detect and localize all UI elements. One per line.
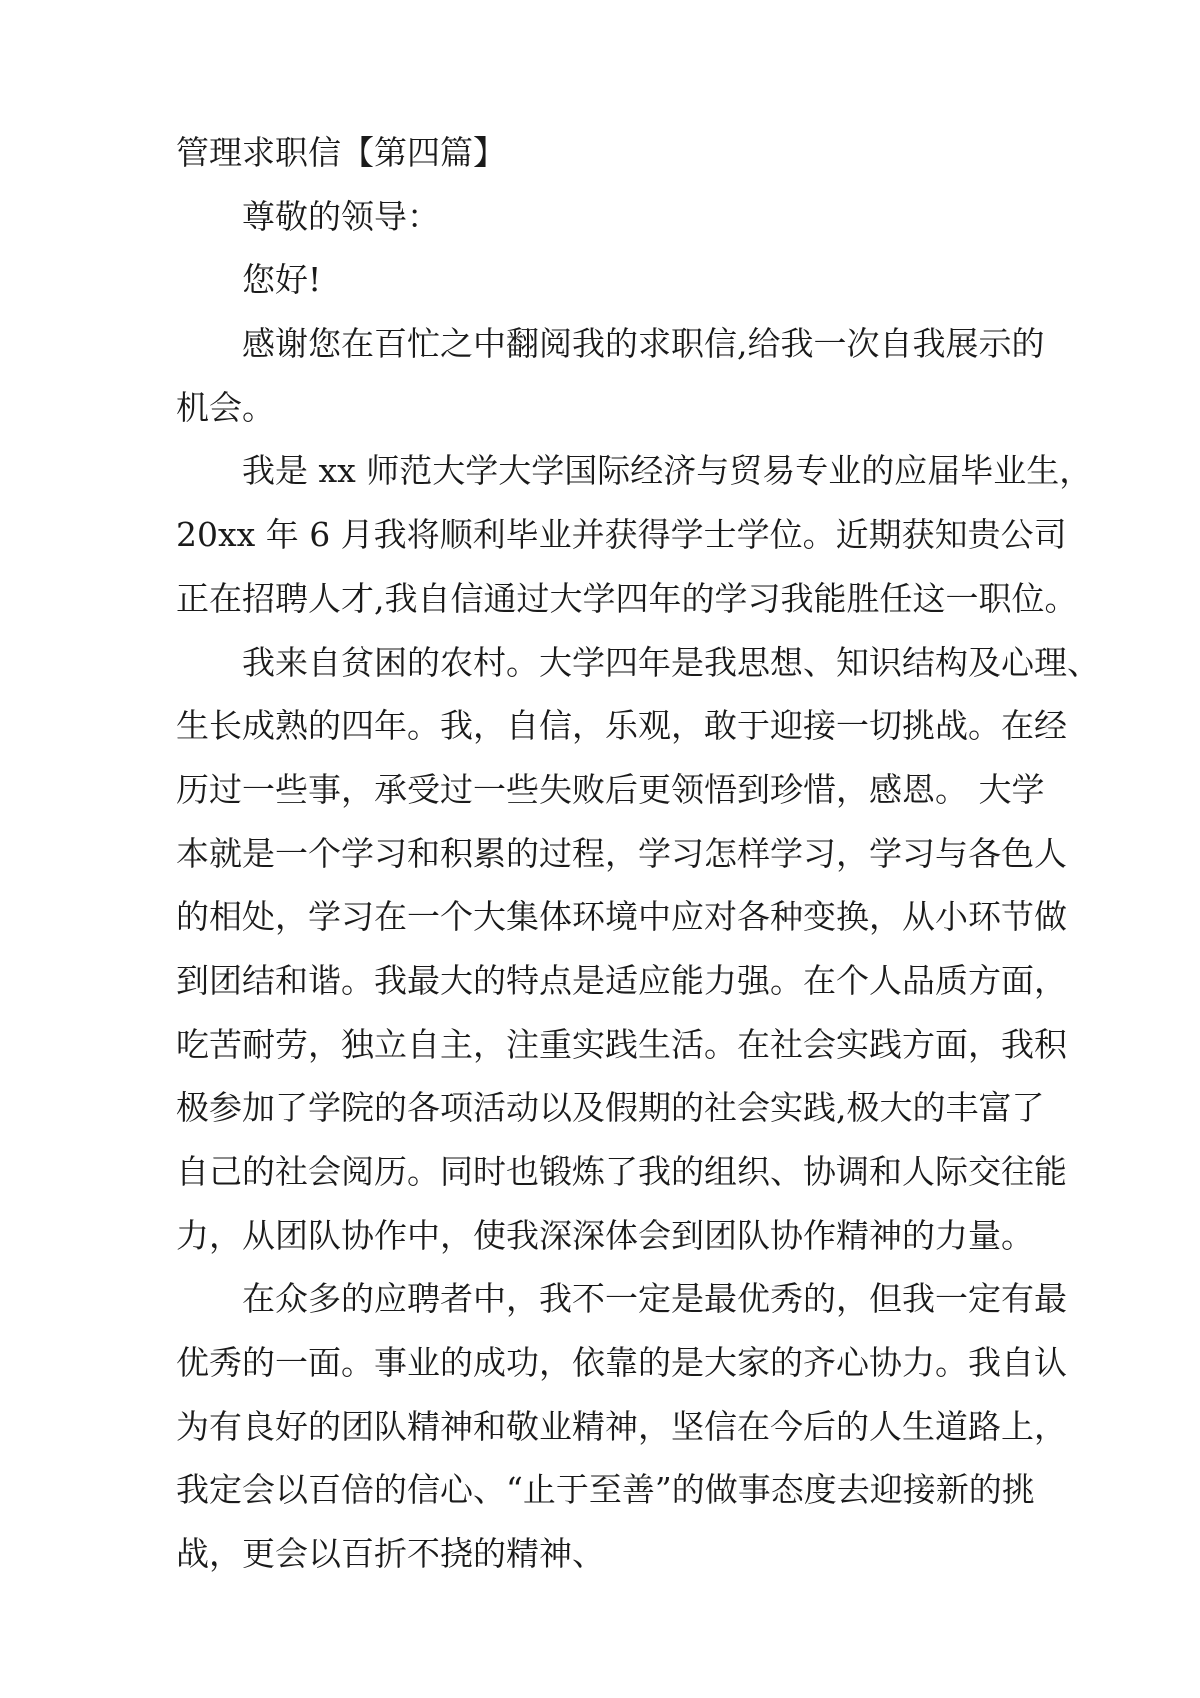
document-title: 管理求职信【第四篇】 [176, 133, 506, 172]
paragraph-line: 本就是一个学习和积累的过程，学习怎样学习，学习与各色人 [176, 833, 1067, 873]
paragraph-line: 生长成熟的四年。我，自信，乐观，敢于迎接一切挑战。在经 [176, 706, 1067, 746]
paragraph-line: 历过一些事，承受过一些失败后更领悟到珍惜，感恩。 大学 [176, 769, 1045, 809]
paragraph-line: 在众多的应聘者中，我不一定是最优秀的，但我一定有最 [242, 1279, 1067, 1319]
paragraph-line: 20xx 年 6 月我将顺利毕业并获得学士学位。近期获知贵公司 [176, 515, 1067, 555]
paragraph-line: 极参加了学院的各项活动以及假期的社会实践,极大的丰富了 [176, 1088, 1045, 1128]
paragraph-line: 感谢您在百忙之中翻阅我的求职信,给我一次自我展示的 [242, 324, 1045, 364]
paragraph-line: 机会。 [176, 387, 275, 427]
document-body [176, 121, 1100, 1586]
paragraph-line: 的相处，学习在一个大集体环境中应对各种变换，从小环节做 [176, 897, 1067, 937]
paragraph-line: 我来自贫困的农村。大学四年是我思想、知识结构及心理、 [242, 642, 1100, 682]
paragraph-line: 我定会以百倍的信心、“止于至善”的做事态度去迎接新的挑 [176, 1470, 1035, 1510]
paragraph-line: 战，更会以百折不挠的精神、 [176, 1534, 605, 1574]
paragraph-line: 自己的社会阅历。同时也锻炼了我的组织、协调和人际交往能 [176, 1152, 1067, 1191]
paragraph-line: 正在招聘人才,我自信通过大学四年的学习我能胜任这一职位。 [176, 578, 1078, 618]
greeting: 您好! [242, 260, 322, 300]
salutation: 尊敬的领导： [242, 196, 440, 236]
paragraph-line: 优秀的一面。事业的成功，依靠的是大家的齐心协力。我自认 [176, 1343, 1067, 1383]
paragraph-line: 为有良好的团队精神和敬业精神，坚信在今后的人生道路上， [176, 1406, 1067, 1446]
paragraph-line: 力，从团队协作中，使我深深体会到团队协作精神的力量。 [176, 1215, 1034, 1255]
paragraph-line: 吃苦耐劳，独立自主，注重实践生活。在社会实践方面，我积 [176, 1024, 1067, 1064]
paragraph-line: 到团结和谐。我最大的特点是适应能力强。在个人品质方面， [176, 960, 1067, 1000]
paragraph-line: 我是 xx 师范大学大学国际经济与贸易专业的应届毕业生， [242, 451, 1093, 491]
